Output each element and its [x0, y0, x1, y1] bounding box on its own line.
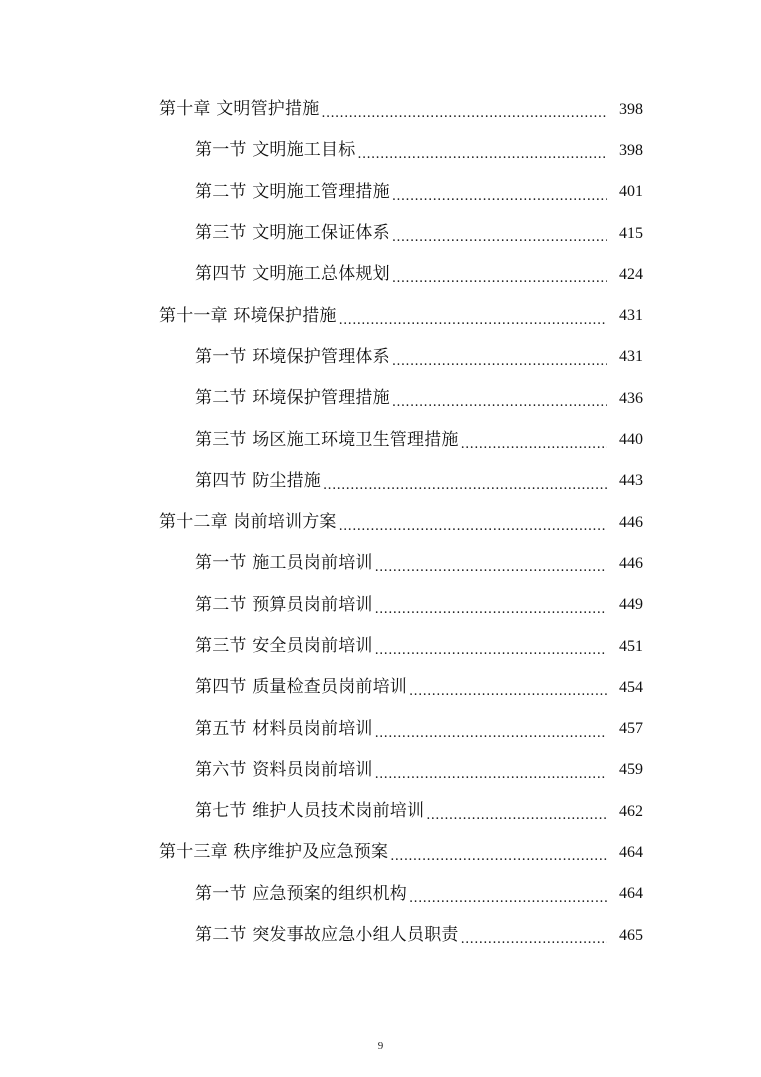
toc-dot-leader	[392, 187, 607, 204]
toc-dot-leader	[357, 145, 607, 162]
toc-dot-leader	[426, 806, 607, 823]
toc-chapter-entry[interactable]	[0, 832, 761, 873]
toc-dot-leader	[392, 352, 607, 369]
toc-dot-leader	[375, 641, 607, 658]
toc-dot-leader	[392, 393, 607, 410]
toc-entry-title: 第三节 场区施工环境卫生管理措施	[195, 429, 459, 450]
toc-dot-leader	[375, 558, 607, 575]
toc-dot-leader	[409, 682, 607, 699]
toc-entry-page-number: 457	[619, 720, 643, 738]
toc-entry-page-number: 443	[619, 472, 643, 490]
toc-section-entry[interactable]	[0, 461, 761, 502]
toc-entry-title: 第三节 安全员岗前培训	[195, 636, 373, 656]
toc-section-entry[interactable]	[0, 419, 761, 460]
toc-entry-page-number: 431	[619, 307, 643, 325]
toc-entry-page-number: 401	[619, 183, 643, 201]
toc-section-entry[interactable]	[0, 254, 761, 295]
toc-entry-page-number: 431	[619, 348, 643, 366]
toc-section-entry[interactable]	[0, 130, 761, 171]
toc-section-entry[interactable]	[0, 337, 761, 378]
toc-dot-leader	[375, 724, 607, 741]
toc-chapter-entry[interactable]	[0, 89, 761, 130]
toc-entry-page-number: 436	[619, 389, 643, 407]
toc-entry-page-number: 451	[619, 637, 643, 655]
toc-entry-title: 第三节 文明施工保证体系	[195, 223, 390, 244]
toc-section-entry[interactable]	[0, 667, 761, 708]
toc-section-entry[interactable]	[0, 585, 761, 626]
toc-section-entry[interactable]	[0, 172, 761, 213]
toc-section-entry[interactable]	[0, 874, 761, 915]
toc-entry-page-number: 415	[619, 224, 643, 242]
toc-entry-title: 第四节 质量检查员岗前培训	[195, 677, 408, 698]
toc-section-entry[interactable]	[0, 791, 761, 832]
toc-entry-title: 第十三章 秩序维护及应急预案	[159, 842, 389, 863]
toc-entry-title: 第一节 文明施工目标	[195, 140, 356, 161]
toc-dot-leader	[323, 476, 607, 493]
toc-entry-title: 第六节 资料员岗前培训	[195, 759, 373, 780]
toc-dot-leader	[461, 435, 607, 452]
toc-section-entry[interactable]	[0, 750, 761, 791]
toc-entry-page-number: 440	[619, 431, 643, 449]
toc-dot-leader	[392, 269, 607, 286]
toc-section-entry[interactable]	[0, 915, 761, 956]
toc-section-entry[interactable]	[0, 543, 761, 584]
toc-entry-title: 第二节 突发事故应急小组人员职责	[195, 925, 459, 946]
toc-chapter-entry[interactable]	[0, 295, 761, 336]
toc-section-entry[interactable]	[0, 213, 761, 254]
toc-entry-title: 第五节 材料员岗前培训	[195, 718, 373, 739]
toc-section-entry[interactable]	[0, 626, 761, 667]
toc-entry-title: 第一节 应急预案的组织机构	[195, 883, 408, 904]
toc-entry-title: 第一节 环境保护管理体系	[195, 346, 390, 367]
toc-entry-page-number: 398	[619, 100, 643, 118]
toc-dot-leader	[321, 104, 607, 121]
toc-entry-title: 第十一章 环境保护措施	[159, 305, 337, 326]
toc-entry-title: 第二节 预算员岗前培训	[195, 594, 373, 615]
table-of-contents	[0, 89, 761, 956]
toc-entry-page-number: 398	[619, 141, 643, 159]
toc-dot-leader	[409, 889, 607, 906]
toc-entry-page-number: 454	[619, 678, 643, 696]
toc-entry-page-number: 459	[619, 761, 643, 779]
toc-entry-page-number: 464	[619, 885, 643, 903]
toc-entry-page-number: 446	[619, 554, 643, 572]
toc-dot-leader	[339, 311, 607, 328]
toc-entry-title: 第四节 文明施工总体规划	[195, 264, 390, 285]
toc-section-entry[interactable]	[0, 378, 761, 419]
toc-entry-title: 第一节 施工员岗前培训	[195, 553, 373, 574]
toc-entry-page-number: 464	[619, 843, 643, 861]
toc-dot-leader	[339, 517, 607, 534]
toc-dot-leader	[375, 600, 607, 617]
toc-entry-page-number: 449	[619, 596, 643, 614]
toc-chapter-entry[interactable]	[0, 502, 761, 543]
toc-section-entry[interactable]	[0, 708, 761, 749]
toc-dot-leader	[375, 765, 607, 782]
toc-dot-leader	[461, 930, 607, 947]
toc-entry-title: 第二节 文明施工管理措施	[195, 181, 390, 202]
toc-entry-page-number: 465	[619, 926, 643, 944]
toc-dot-leader	[390, 847, 607, 864]
page-number: 9	[377, 1040, 384, 1052]
toc-entry-page-number: 462	[619, 802, 643, 820]
toc-entry-title: 第四节 防尘措施	[195, 470, 322, 491]
toc-entry-page-number: 424	[619, 265, 643, 283]
toc-entry-title: 第二节 环境保护管理措施	[195, 388, 390, 409]
toc-dot-leader	[392, 228, 607, 245]
toc-entry-title: 第十章 文明管护措施	[159, 99, 320, 120]
toc-entry-title: 第十二章 岗前培训方案	[159, 512, 337, 533]
toc-entry-title: 第七节 维护人员技术岗前培训	[195, 801, 425, 822]
toc-entry-page-number: 446	[619, 513, 643, 531]
